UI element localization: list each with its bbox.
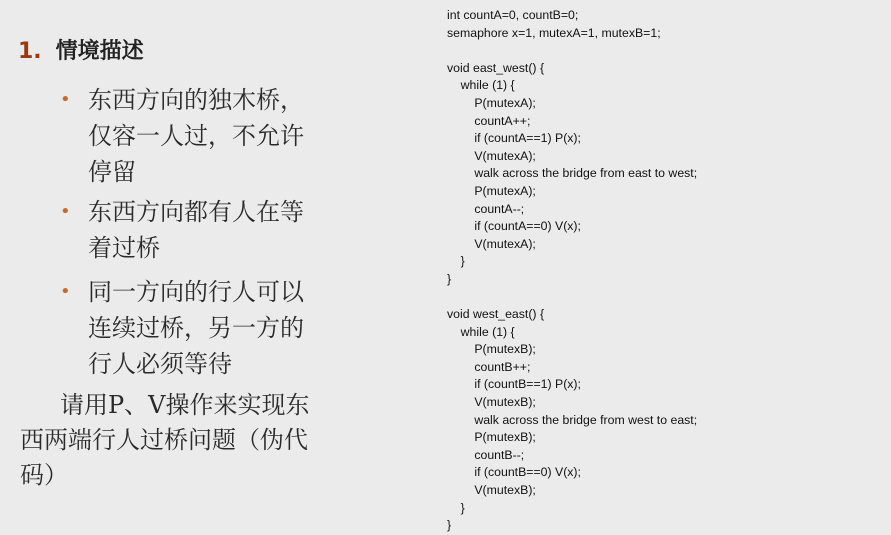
left-panel xyxy=(0,0,430,516)
code-line: semaphore x=1, mutexA=1, mutexB=1; xyxy=(447,25,661,40)
bullet-text: 东西方向的独木桥，仅容一人过，不允许停留 xyxy=(88,86,304,186)
section-heading xyxy=(18,34,144,65)
code-line: P(mutexB); xyxy=(447,342,536,357)
code-line: void west_east() { xyxy=(447,307,545,322)
bullet-item-2 xyxy=(62,194,322,266)
task-paragraph xyxy=(20,388,320,493)
code-line: void east_west() { xyxy=(447,60,545,75)
bullet-item-1 xyxy=(62,82,322,190)
code-line xyxy=(447,289,697,307)
code-line: if (countB==0) V(x); xyxy=(447,465,581,480)
code-line: countB--; xyxy=(447,447,525,462)
code-line: while (1) { xyxy=(447,324,515,339)
bullet-marker: • xyxy=(60,201,71,222)
code-line: if (countB==1) P(x); xyxy=(447,377,581,392)
heading-number: 1. xyxy=(18,39,42,64)
heading-text: 情境描述 xyxy=(55,39,144,64)
code-line: } xyxy=(447,271,452,286)
code-line: int countA=0, countB=0; xyxy=(447,8,579,22)
code-line: P(mutexB); xyxy=(447,430,536,445)
code-line: countA++; xyxy=(447,113,531,128)
code-line: while (1) { xyxy=(447,78,515,93)
code-line xyxy=(447,42,697,60)
code-line: if (countA==1) P(x); xyxy=(447,131,581,146)
code-line: } xyxy=(447,518,452,533)
task-text: 请用P、V操作来实现东西两端行人过桥问题（伪代码） xyxy=(20,391,310,489)
code-line: V(mutexA); xyxy=(447,148,536,163)
code-line: P(mutexA); xyxy=(447,95,536,110)
bullet-marker: • xyxy=(60,281,71,302)
bullet-text: 同一方向的行人可以连续过桥，另一方的行人必须等待 xyxy=(88,278,304,378)
code-line: if (countA==0) V(x); xyxy=(447,219,581,234)
bullet-item-3 xyxy=(62,274,322,382)
code-line: V(mutexB); xyxy=(447,483,536,498)
bullet-marker: • xyxy=(60,89,71,110)
code-line: walk across the bridge from west to east; xyxy=(447,412,698,427)
code-line: V(mutexA); xyxy=(447,236,536,251)
code-line: P(mutexA); xyxy=(447,183,536,198)
code-line: } xyxy=(447,254,465,269)
pseudocode-block xyxy=(447,7,697,535)
code-line: V(mutexB); xyxy=(447,395,536,410)
code-line: countA--; xyxy=(447,201,525,216)
bullet-text: 东西方向都有人在等着过桥 xyxy=(88,198,304,262)
code-line: countB++; xyxy=(447,359,531,374)
code-line: walk across the bridge from east to west; xyxy=(447,166,698,181)
code-line: } xyxy=(447,500,465,515)
